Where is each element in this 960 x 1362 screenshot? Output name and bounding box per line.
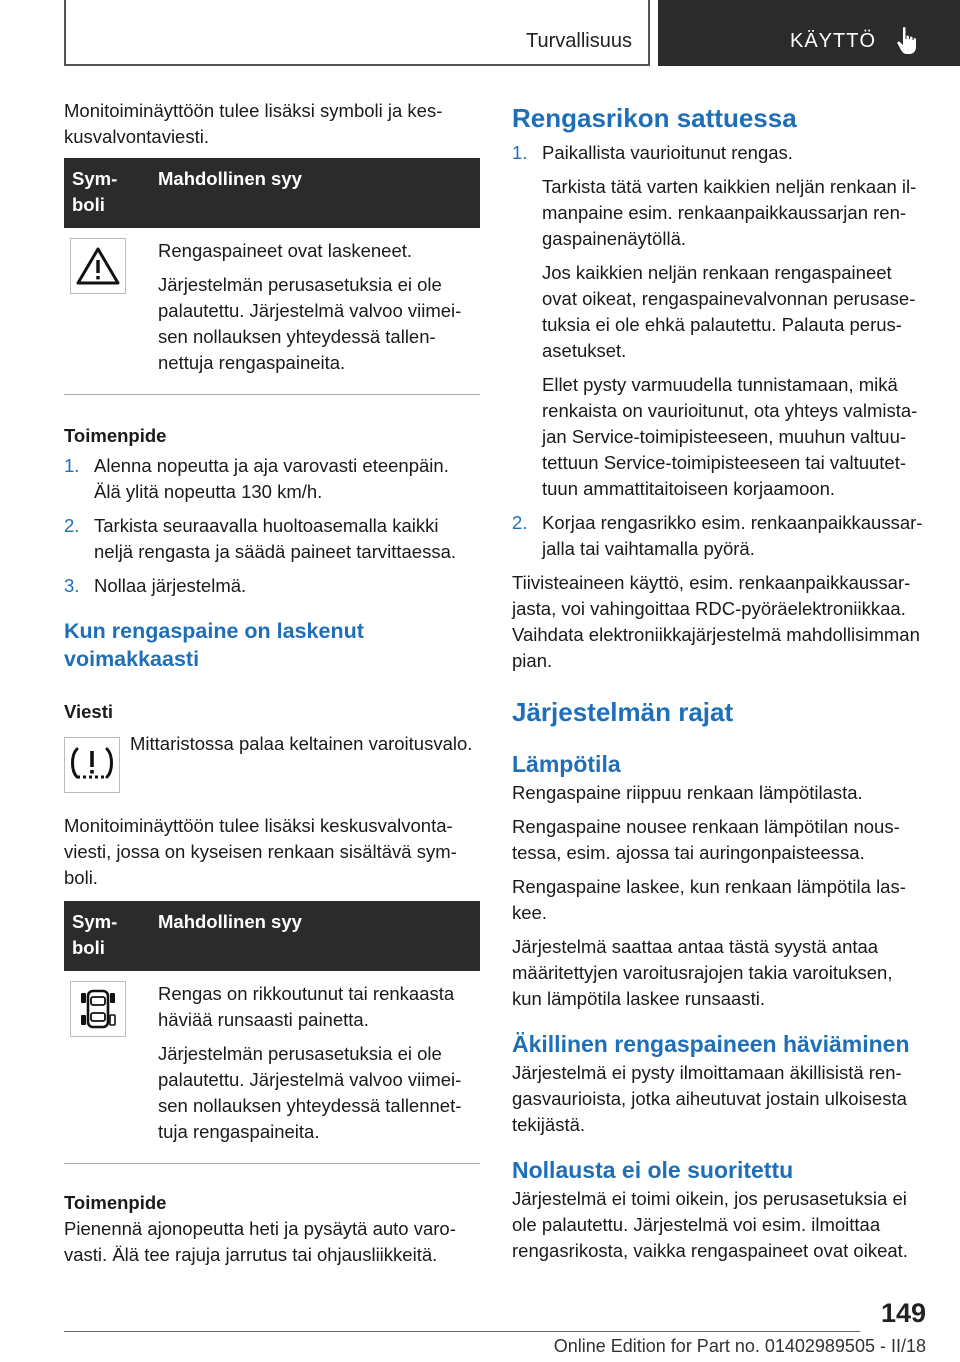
warning-triangle-icon: [70, 238, 126, 294]
info-paragraph: Monitoiminäyttöön tulee lisäksi keskusvalvontaviesti, jossa on kyseisen renkaan sisältävä symboli.: [64, 815, 457, 888]
page-number: 149: [880, 1298, 926, 1328]
body-paragraph: Rengaspaine laskee, kun renkaan lämpötila laskee.: [512, 876, 906, 923]
table-header-cause: Mahdollinen syy: [150, 158, 480, 228]
table-row: [64, 228, 480, 395]
table-header-cause: Mahdollinen syy: [150, 901, 480, 971]
right-column: [512, 98, 924, 1272]
action-heading: Toimenpide: [64, 425, 167, 446]
action-text: Pienennä ajonopeutta heti ja pysäytä auto varovasti. Älä tee rajuja jarrutus tai ohjausliikkeitä.: [64, 1218, 456, 1265]
flat-tire-steps: [512, 140, 924, 562]
message-text: Mittaristossa palaa keltainen varoitusvalo.: [130, 733, 473, 754]
body-paragraph: Järjestelmä saattaa antaa tästä syystä antaa määritettyjen varoitusrajojen takia varoituksen, kun lämpötila laskee runsaasti.: [512, 936, 893, 1009]
symbol-table-pressure-loss: [64, 901, 480, 1164]
body-paragraph: Järjestelmä ei pysty ilmoittamaan äkillisistä rengasvaurioista, jotka aiheutuvat jostain ulkoisesta tekijästä.: [512, 1062, 907, 1135]
header-chapter-title: KÄYTTÖ: [790, 30, 877, 52]
list-item: 2. Tarkista seuraavalla huoltoasemalla kaikki neljä rengasta ja säädä paineet tarvittaessa.: [64, 515, 457, 562]
sealant-paragraph: Tiivisteaineen käyttö, esim. renkaanpaikkaussarjasta, voi vahingoittaa RDC-pyöräelektroniikkaa. Vaihdata elektroniikkajärjestelmä mahdollisimman pian.: [512, 572, 920, 671]
action-heading: Toimenpide: [64, 1192, 167, 1213]
table-header-symbol: Symboli: [64, 158, 150, 228]
cause-text: Rengas on rikkoutunut tai renkaasta häviää runsaasti painetta.: [158, 983, 455, 1030]
body-paragraph: Järjestelmä ei toimi oikein, jos perusasetuksia ei ole palautettu. Järjestelmä voi esim. ilmoittaa rengasrikosta, vaikka rengaspaineet ovat oikeat.: [512, 1188, 908, 1261]
section-heading: Järjestelmän rajat: [512, 697, 734, 727]
subsection-heading: Lämpötila: [512, 751, 621, 777]
subsection-heading: Äkillinen rengaspaineen häviäminen: [512, 1031, 910, 1057]
header-section-box: [64, 0, 650, 66]
list-item: 2. Korjaa rengasrikko esim. renkaanpaikkaussarjalla tai vaihtamalla pyörä.: [512, 512, 923, 559]
list-item: 1. Alenna nopeutta ja aja varovasti eteenpäin. Älä ylitä nopeutta 130 km/h.: [64, 455, 449, 502]
cause-text: Rengaspaineet ovat laskeneet.: [158, 240, 413, 261]
cause-text: Järjestelmän perusasetuksia ei ole palautettu. Järjestelmä valvoo viimeisen nollauksen yhteydessä tallennettuja rengaspaineita.: [158, 274, 462, 373]
car-tire-icon: [70, 981, 126, 1037]
table-row: [64, 971, 480, 1164]
message-heading: Viesti: [64, 701, 114, 722]
intro-paragraph: Monitoiminäyttöön tulee lisäksi symboli ja keskusvalvontaviesti.: [64, 100, 443, 147]
footer-divider: [64, 1331, 860, 1332]
list-item: 3. Nollaa järjestelmä.: [64, 575, 247, 596]
list-item: 1. Paikallista vaurioitunut rengas. Tarkista tätä varten kaikkien neljän renkaan ilmanpaine esim. renkaanpaikkaussarjan rengaspainenäytöllä. Jos kaikkien neljän renkaan rengaspaineet ovat oikeat, rengaspainevalvonnan perusasetuksia ei ole ehkä palautettu. Palauta perusasetukset. Ellet pysty varmuudella tunnistamaan, mikä renkaista on vaurioitunut, ota yhteys valmistajan Service-toimipisteeseen, muuhun valtuutettuun Service-toimipisteeseen tai valtuutettuun ammattitaitoiseen korjaamoon.: [512, 142, 918, 499]
body-paragraph: Rengaspaine riippuu renkaan lämpötilasta.: [512, 782, 863, 803]
cause-text: Järjestelmän perusasetuksia ei ole palautettu. Järjestelmä valvoo viimeisen nollauksen yhteydessä tallennettuja rengaspaineita.: [158, 1043, 462, 1142]
subsection-heading: Nollausta ei ole suoritettu: [512, 1157, 794, 1183]
message-block: [64, 731, 480, 791]
tire-pressure-warning-icon: [64, 737, 120, 793]
action-steps: [64, 453, 480, 599]
header-section-title: Turvallisuus: [526, 30, 632, 52]
section-heading: Kun rengaspaine on laskenut voimakkaasti: [64, 619, 364, 671]
pointing-hand-icon: [896, 26, 920, 56]
header-chapter-tab: [658, 0, 960, 66]
body-paragraph: Rengaspaine nousee renkaan lämpötilan noustessa, esim. ajossa tai auringonpaisteessa.: [512, 816, 900, 863]
left-column: [64, 98, 480, 1276]
footer-edition: Online Edition for Part no. 01402989505 - II/18: [553, 1336, 926, 1356]
section-heading: Rengasrikon sattuessa: [512, 103, 797, 133]
table-header-symbol: Symboli: [64, 901, 150, 971]
symbol-table-pressure-low: [64, 158, 480, 395]
